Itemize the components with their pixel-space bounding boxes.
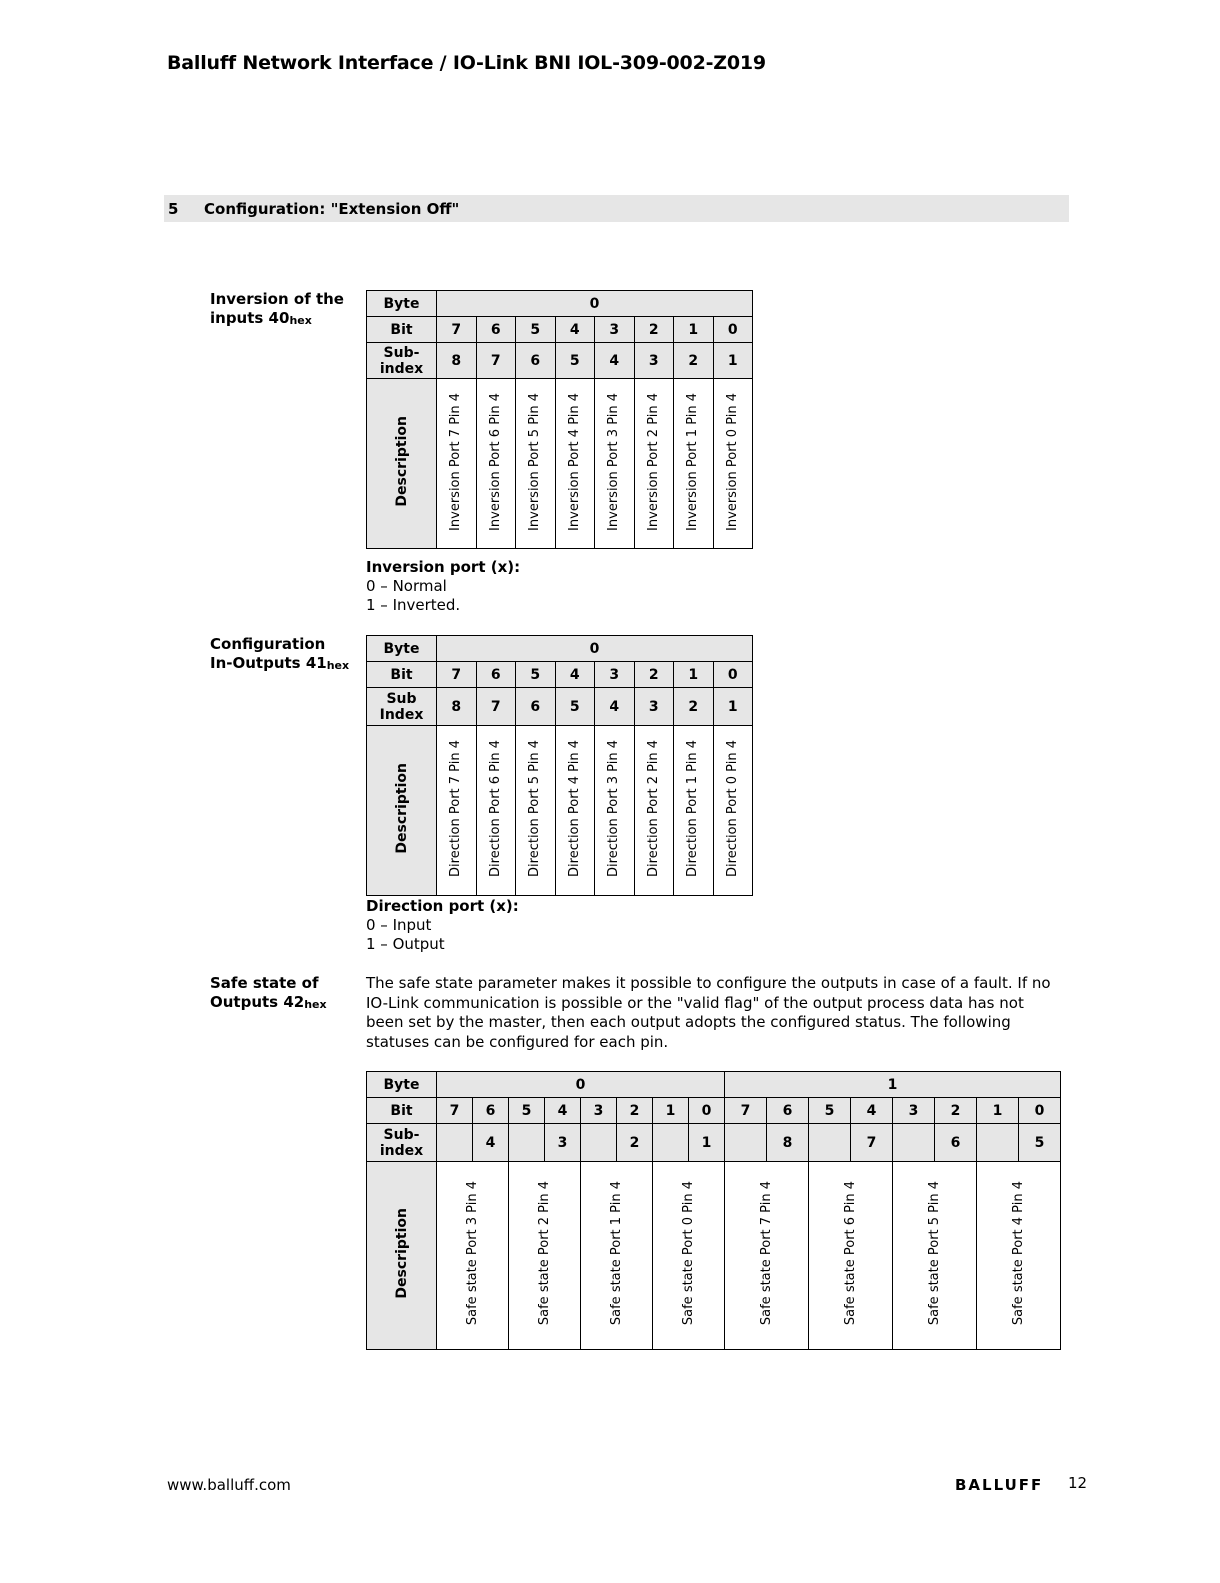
bit-cell: 0 xyxy=(1019,1098,1061,1124)
inversion-table xyxy=(366,290,753,549)
subindex-cell: 7 xyxy=(476,343,516,379)
subindex-cell: 3 xyxy=(545,1124,581,1162)
bit-cell: 1 xyxy=(674,662,714,688)
description-cell: Safe state Port 3 Pin 4 xyxy=(437,1162,509,1350)
document-title: Balluff Network Interface / IO-Link BNI IOL-309-002-Z019 xyxy=(167,52,766,74)
bit-cell: 3 xyxy=(595,317,635,343)
bit-cell: 5 xyxy=(516,662,556,688)
subindex-cell: 6 xyxy=(516,343,556,379)
inversion-label: Inversion of the inputs $40_{hex}$ xyxy=(210,290,344,327)
subindex-cell: 1 xyxy=(713,343,753,379)
description-cell: Inversion Port 2 Pin 4 xyxy=(634,379,674,549)
bit-cell: 2 xyxy=(617,1098,653,1124)
description-cell: Safe state Port 4 Pin 4 xyxy=(977,1162,1061,1350)
bit-cell: 4 xyxy=(851,1098,893,1124)
subindex-cell: 2 xyxy=(674,688,714,726)
description-cell: Direction Port 0 Pin 4 xyxy=(713,726,753,896)
bit-cell: 2 xyxy=(634,662,674,688)
byte-value: 0 xyxy=(437,636,753,662)
bit-cell: 3 xyxy=(581,1098,617,1124)
subindex-cell: 2 xyxy=(617,1124,653,1162)
direction-table xyxy=(366,635,753,896)
subindex-cell: 5 xyxy=(555,688,595,726)
subindex-cell: 8 xyxy=(437,688,477,726)
description-cell: Direction Port 7 Pin 4 xyxy=(437,726,477,896)
bit-cell: 1 xyxy=(674,317,714,343)
description-cell: Direction Port 3 Pin 4 xyxy=(595,726,635,896)
direction-note: Direction port (x): 0 – Input 1 – Output xyxy=(366,897,519,953)
description-cell: Safe state Port 1 Pin 4 xyxy=(581,1162,653,1350)
description-cell: Inversion Port 7 Pin 4 xyxy=(437,379,477,549)
subindex-cell: 1 xyxy=(689,1124,725,1162)
section-title: Configuration: "Extension Off" xyxy=(204,200,460,218)
subindex-cell: 7 xyxy=(476,688,516,726)
subindex-cell: 7 xyxy=(851,1124,893,1162)
description-cell: Safe state Port 6 Pin 4 xyxy=(809,1162,893,1350)
bit-cell: 0 xyxy=(713,662,753,688)
subindex-cell xyxy=(977,1124,1019,1162)
subindex-cell: 4 xyxy=(473,1124,509,1162)
description-header: Description xyxy=(367,1162,437,1350)
subindex-cell: 3 xyxy=(634,343,674,379)
subindex-cell: 4 xyxy=(595,343,635,379)
description-cell: Direction Port 4 Pin 4 xyxy=(555,726,595,896)
bit-cell: 1 xyxy=(653,1098,689,1124)
safe-state-description: The safe state parameter makes it possible to configure the outputs in case of a fault. If no IO-Link communication is possible or the "valid flag" of the output process data has not been set by the master, then each output adopts the configured status. The following statuses can be configured for each pin. xyxy=(366,974,1051,1051)
description-cell: Direction Port 2 Pin 4 xyxy=(634,726,674,896)
description-cell: Direction Port 1 Pin 4 xyxy=(674,726,714,896)
description-cell: Inversion Port 6 Pin 4 xyxy=(476,379,516,549)
byte-value: 0 xyxy=(437,291,753,317)
subindex-cell: 6 xyxy=(516,688,556,726)
bit-cell: 1 xyxy=(977,1098,1019,1124)
safe-state-table xyxy=(366,1071,1061,1350)
subindex-cell: 3 xyxy=(634,688,674,726)
subindex-cell xyxy=(809,1124,851,1162)
description-cell: Inversion Port 5 Pin 4 xyxy=(516,379,556,549)
byte-value: 1 xyxy=(725,1072,1061,1098)
bit-cell: 5 xyxy=(516,317,556,343)
description-cell: Direction Port 6 Pin 4 xyxy=(476,726,516,896)
direction-label: Configuration In-Outputs $41_{hex}$ xyxy=(210,635,350,672)
bit-header: Bit xyxy=(367,317,437,343)
subindex-cell xyxy=(653,1124,689,1162)
bit-cell: 2 xyxy=(634,317,674,343)
subindex-cell: 5 xyxy=(555,343,595,379)
subindex-cell xyxy=(509,1124,545,1162)
subindex-cell: 8 xyxy=(437,343,477,379)
description-cell: Direction Port 5 Pin 4 xyxy=(516,726,556,896)
description-cell: Safe state Port 0 Pin 4 xyxy=(653,1162,725,1350)
bit-cell: 7 xyxy=(437,662,477,688)
section-heading xyxy=(164,195,1069,222)
bit-cell: 4 xyxy=(555,662,595,688)
byte-value: 0 xyxy=(437,1072,725,1098)
bit-cell: 5 xyxy=(809,1098,851,1124)
description-cell: Inversion Port 3 Pin 4 xyxy=(595,379,635,549)
bit-header: Bit xyxy=(367,662,437,688)
description-header: Description xyxy=(367,726,437,896)
bit-cell: 3 xyxy=(595,662,635,688)
bit-cell: 5 xyxy=(509,1098,545,1124)
subindex-cell: 8 xyxy=(767,1124,809,1162)
bit-cell: 4 xyxy=(555,317,595,343)
description-header: Description xyxy=(367,379,437,549)
bit-header: Bit xyxy=(367,1098,437,1124)
subindex-cell xyxy=(893,1124,935,1162)
byte-header: Byte xyxy=(367,291,437,317)
subindex-cell: 2 xyxy=(674,343,714,379)
bit-cell: 4 xyxy=(545,1098,581,1124)
bit-cell: 7 xyxy=(725,1098,767,1124)
subindex-header: Sub Index xyxy=(367,688,437,726)
subindex-cell: 6 xyxy=(935,1124,977,1162)
description-cell: Safe state Port 2 Pin 4 xyxy=(509,1162,581,1350)
bit-cell: 6 xyxy=(767,1098,809,1124)
page-number: 12 xyxy=(1068,1474,1088,1492)
bit-cell: 0 xyxy=(713,317,753,343)
bit-cell: 7 xyxy=(437,317,477,343)
subindex-cell: 1 xyxy=(713,688,753,726)
byte-header: Byte xyxy=(367,636,437,662)
bit-cell: 7 xyxy=(437,1098,473,1124)
subindex-cell xyxy=(581,1124,617,1162)
description-cell: Safe state Port 7 Pin 4 xyxy=(725,1162,809,1350)
bit-cell: 3 xyxy=(893,1098,935,1124)
balluff-logo: BALLUFF xyxy=(955,1476,1044,1494)
description-cell: Safe state Port 5 Pin 4 xyxy=(893,1162,977,1350)
footer-url[interactable]: www.balluff.com xyxy=(167,1476,291,1494)
subindex-cell: 5 xyxy=(1019,1124,1061,1162)
description-cell: Inversion Port 4 Pin 4 xyxy=(555,379,595,549)
subindex-cell xyxy=(725,1124,767,1162)
description-cell: Inversion Port 0 Pin 4 xyxy=(713,379,753,549)
subindex-header: Sub- index xyxy=(367,1124,437,1162)
bit-cell: 0 xyxy=(689,1098,725,1124)
bit-cell: 6 xyxy=(476,317,516,343)
byte-header: Byte xyxy=(367,1072,437,1098)
bit-cell: 6 xyxy=(473,1098,509,1124)
bit-cell: 6 xyxy=(476,662,516,688)
safe-state-label: Safe state of Outputs $42_{hex}$ xyxy=(210,974,327,1011)
inversion-note: Inversion port (x): 0 – Normal 1 – Inverted. xyxy=(366,558,521,614)
bit-cell: 2 xyxy=(935,1098,977,1124)
description-cell: Inversion Port 1 Pin 4 xyxy=(674,379,714,549)
subindex-cell xyxy=(437,1124,473,1162)
subindex-header: Sub- index xyxy=(367,343,437,379)
section-number: 5 xyxy=(168,200,179,218)
subindex-cell: 4 xyxy=(595,688,635,726)
